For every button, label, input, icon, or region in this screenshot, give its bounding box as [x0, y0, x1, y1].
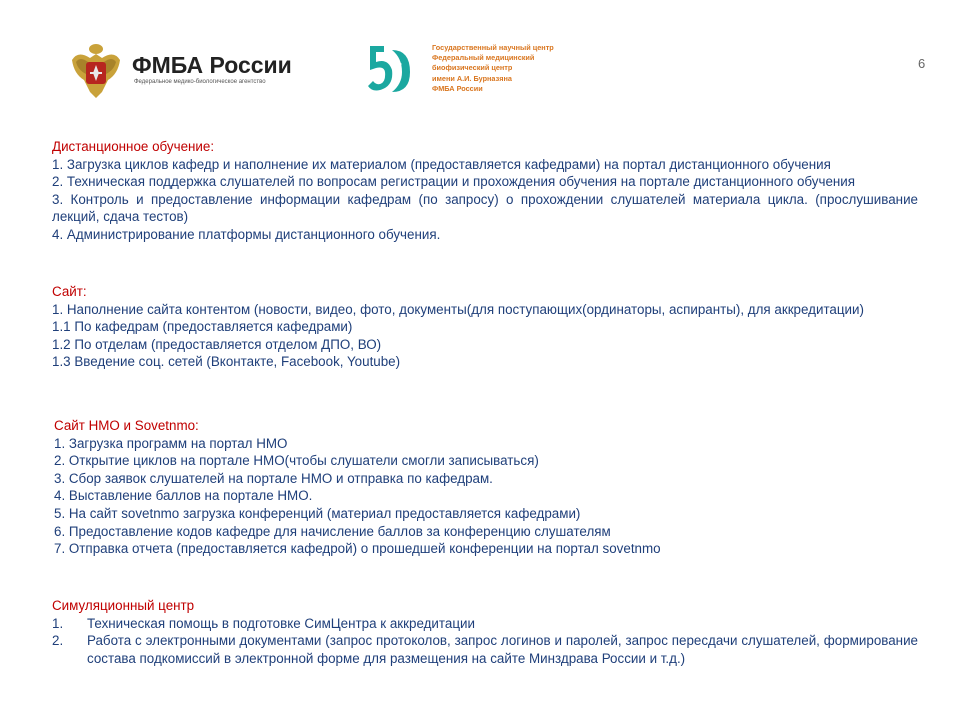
fmba-subtitle: Федеральное медико-биологическое агентство — [134, 79, 266, 85]
center-name-line: имени А.И. Бурназяна — [432, 73, 512, 83]
list-item: 1.3 Введение соц. сетей (Вконтакте, Facebook, Youtube) — [52, 354, 401, 370]
list-item: 2. Открытие циклов на портале НМО(чтобы слушатели смогли записываться) — [54, 453, 539, 469]
center-name-line: ФМБА России — [432, 83, 483, 93]
section-site — [52, 283, 918, 371]
section-simulation-center — [52, 597, 918, 667]
list-item: 3. Сбор заявок слушателей на портале НМО и отправка по кафедрам. — [54, 470, 493, 486]
fmba-logo — [68, 40, 298, 100]
center-name-line: биофизический центр — [432, 63, 513, 73]
list-item: 1. Загрузка программ на портал НМО — [54, 435, 288, 451]
list-item: 4. Выставление баллов на портале НМО. — [54, 488, 313, 504]
center-name — [432, 43, 602, 94]
page-number: 6 — [918, 56, 926, 71]
list-item: 6. Предоставление кодов кафедре для начисление баллов за конференцию слушателям — [54, 523, 611, 539]
section-distance-learning — [52, 138, 918, 244]
section-title: Дистанционное обучение: — [52, 139, 215, 154]
list-item: 2. Техническая поддержка слушателей по вопросам регистрации и прохождения обучения на портале дистанционного обучения — [52, 174, 856, 190]
list-item: 1. Наполнение сайта контентом (новости, видео, фото, документы(для поступающих(ординаторы, аспиранты), для аккредитации) — [52, 301, 864, 317]
center-name-line: Федеральный медицинский — [432, 53, 535, 63]
section-title: Сайт НМО и Sovetnmo: — [54, 418, 199, 433]
fifty-years-logo-icon — [366, 42, 412, 96]
list-item: 7. Отправка отчета (предоставляется кафедрой) о прошедшей конференции на портал sovetnmo — [54, 541, 661, 557]
list-text: Работа с электронными документами (запрос протоколов, запрос логинов и паролей, запрос пересдачи слушателей, формирование состава подкомиссий в электронной форме для размещения на сайте Минздрава России и т.д.) — [87, 633, 918, 666]
list-item — [52, 615, 918, 633]
center-name-line: Государственный научный центр — [432, 43, 554, 52]
burnasyan-center-logo — [366, 42, 596, 102]
list-item: 4. Администрирование платформы дистанционного обучения. — [52, 226, 441, 242]
list-item — [52, 632, 918, 667]
list-item: 1.2 По отделам (предоставляется отделом ДПО, ВО) — [52, 336, 382, 352]
list-item: 3. Контроль и предоставление информации кафедрам (по запросу) о прохождении слушателей материала цикла. (прослушивание лекций, сдача тестов) — [52, 191, 918, 225]
fmba-title: ФМБА России — [132, 52, 292, 78]
list-text: Техническая помощь в подготовке СимЦентра к аккредитации — [87, 615, 475, 631]
list-number: 1. — [52, 615, 64, 631]
section-nmo — [54, 417, 920, 558]
section-title: Сайт: — [52, 284, 87, 299]
section-title: Симуляционный центр — [52, 598, 195, 613]
double-headed-eagle-emblem-icon — [68, 40, 124, 100]
list-item: 1. Загрузка циклов кафедр и наполнение их материалом (предоставляется кафедрами) на портал дистанционного обучения — [52, 156, 831, 172]
list-item: 5. На сайт sovetnmo загрузка конференций (материал предоставляется кафедрами) — [54, 505, 581, 521]
list-item: 1.1 По кафедрам (предоставляется кафедрами) — [52, 319, 353, 335]
list-number: 2. — [52, 633, 64, 649]
